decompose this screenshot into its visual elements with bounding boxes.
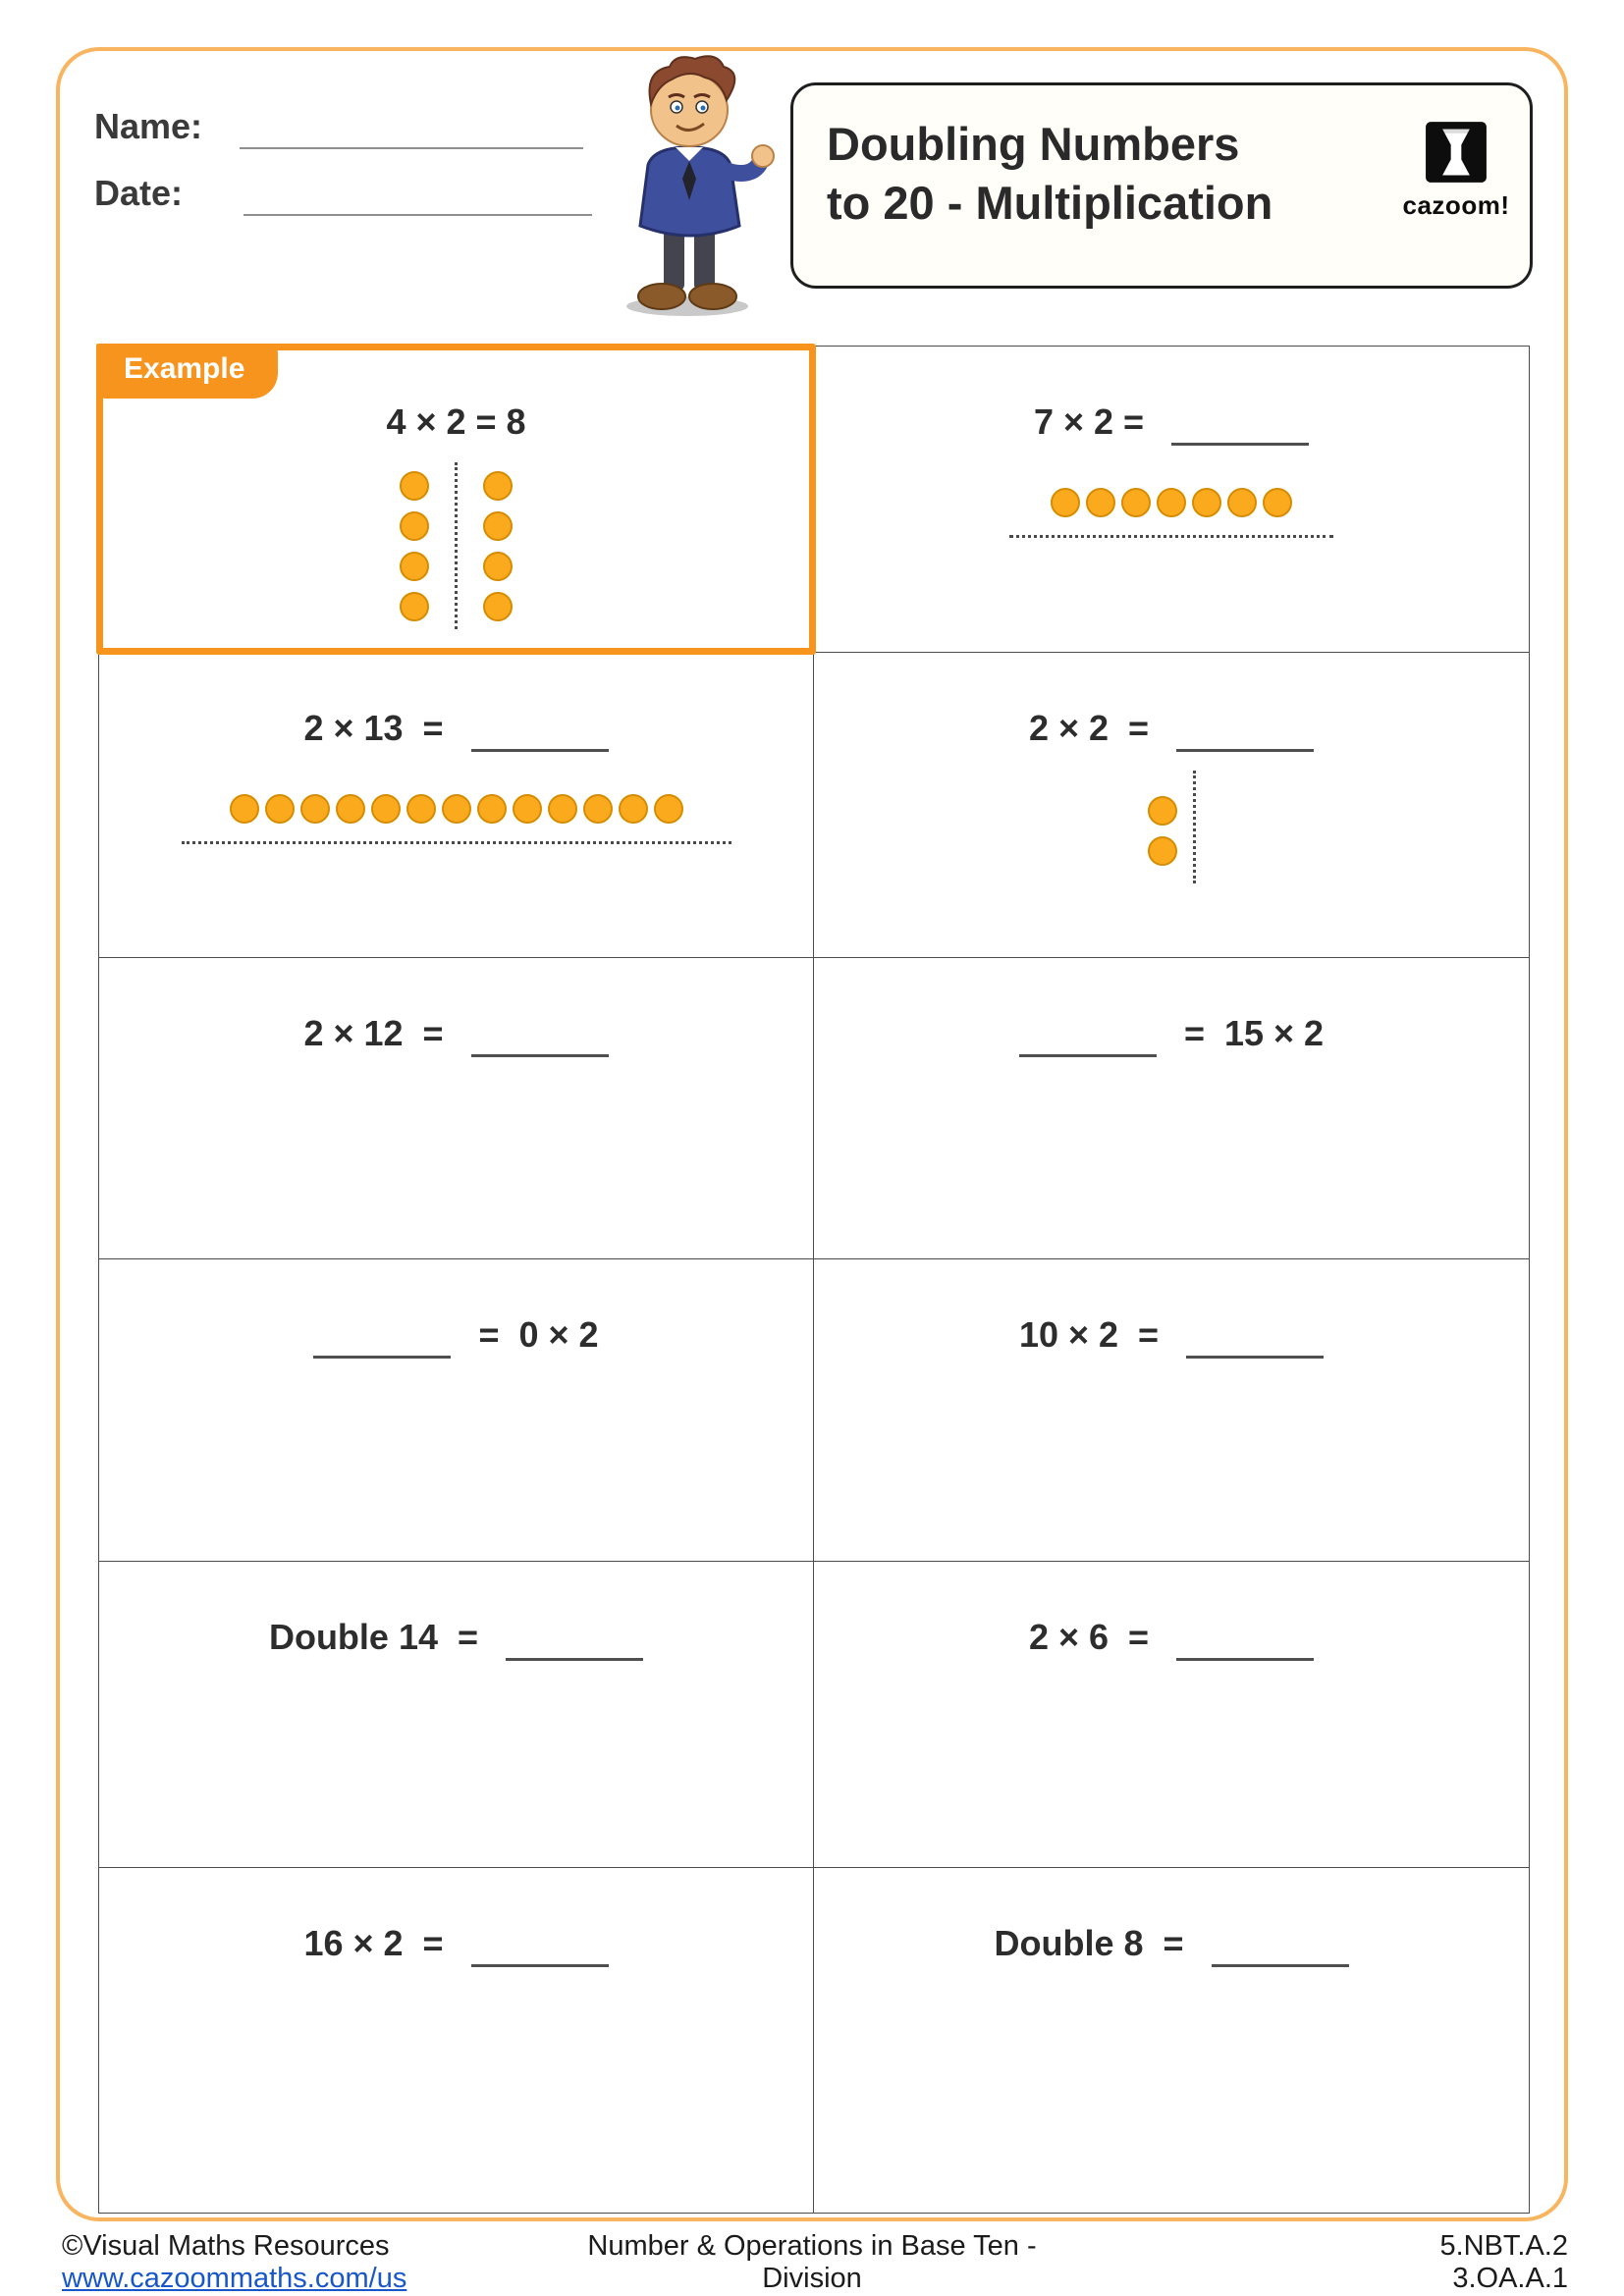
counter-dot bbox=[513, 794, 542, 824]
answer-blank[interactable] bbox=[313, 1356, 451, 1359]
date-input-line[interactable] bbox=[244, 214, 592, 216]
problem-cell-16x2 bbox=[99, 1868, 814, 2213]
counter-dot bbox=[1263, 488, 1292, 517]
problem-cell-15x2 bbox=[814, 958, 1529, 1259]
counter-dot bbox=[483, 511, 513, 541]
counter-dot bbox=[548, 794, 577, 824]
equation-text: = 15 × 2 bbox=[1183, 1013, 1325, 1053]
equation-15x2 bbox=[1019, 1013, 1324, 1054]
footer-standards bbox=[1439, 2230, 1568, 2295]
equation-double8 bbox=[994, 1923, 1348, 1964]
mirror-line-horizontal bbox=[182, 841, 731, 844]
title-line-1: Doubling Numbers bbox=[827, 118, 1240, 170]
answer-blank[interactable] bbox=[471, 1054, 609, 1057]
equation-text: 7 × 2 = bbox=[1033, 401, 1145, 442]
standard-code-2: 3.OA.A.1 bbox=[1452, 2263, 1568, 2294]
counter-dot bbox=[654, 794, 683, 824]
cazoom-logo-icon bbox=[1425, 121, 1488, 184]
name-input-line[interactable] bbox=[240, 147, 583, 149]
counter-dot bbox=[442, 794, 471, 824]
problem-cell-10x2 bbox=[814, 1259, 1529, 1562]
counter-dot bbox=[400, 471, 429, 501]
counter-dot bbox=[400, 552, 429, 581]
counter-dot bbox=[336, 794, 365, 824]
equation-7x2 bbox=[1034, 401, 1309, 443]
equation-text: 2 × 13 = bbox=[303, 708, 444, 748]
problem-cell-double14 bbox=[99, 1562, 814, 1868]
counter-dot bbox=[1148, 796, 1177, 826]
equation-2x6 bbox=[1029, 1617, 1314, 1658]
counter-dot bbox=[1121, 488, 1151, 517]
boy-character-illustration bbox=[601, 51, 787, 318]
answer-blank[interactable] bbox=[1171, 443, 1309, 446]
counter-dot bbox=[477, 794, 507, 824]
counter-dot bbox=[483, 552, 513, 581]
equation-0x2 bbox=[313, 1314, 598, 1356]
problem-cell-2x13 bbox=[99, 653, 814, 958]
equation-2x12 bbox=[303, 1013, 608, 1054]
equation-2x2 bbox=[1029, 708, 1314, 749]
mirror-line-vertical bbox=[1193, 771, 1196, 883]
problem-cell-2x2 bbox=[814, 653, 1529, 958]
counter-dot bbox=[619, 794, 648, 824]
equation-double14 bbox=[269, 1617, 643, 1658]
counter-dot bbox=[1148, 836, 1177, 866]
example-cell bbox=[99, 347, 814, 653]
counter-dot bbox=[1227, 488, 1257, 517]
mirror-line-horizontal bbox=[1009, 535, 1333, 538]
answer-blank[interactable] bbox=[1186, 1356, 1324, 1359]
counter-dot bbox=[1157, 488, 1186, 517]
answer-blank[interactable] bbox=[1176, 749, 1314, 752]
counter-dot bbox=[1086, 488, 1115, 517]
counter-dot bbox=[406, 794, 436, 824]
problem-cell-7x2 bbox=[814, 347, 1529, 653]
equation-text: 2 × 6 = bbox=[1028, 1617, 1150, 1657]
equation-text: = 0 × 2 bbox=[478, 1314, 599, 1355]
dots-diagram-row bbox=[182, 749, 731, 844]
mirror-line-vertical bbox=[455, 462, 458, 629]
counter-dot bbox=[400, 511, 429, 541]
cazoom-logo bbox=[1402, 121, 1510, 221]
counter-dot bbox=[583, 794, 613, 824]
counter-dot bbox=[371, 794, 401, 824]
website-link[interactable]: www.cazoommaths.com/us bbox=[62, 2263, 407, 2294]
equation-text: Double 14 = bbox=[268, 1617, 479, 1657]
equation-text: 10 × 2 = bbox=[1018, 1314, 1160, 1355]
counter-dot bbox=[230, 794, 259, 824]
answer-blank[interactable] bbox=[1019, 1054, 1157, 1057]
answer-blank[interactable] bbox=[1176, 1658, 1314, 1661]
equation-text: Double 8 = bbox=[994, 1923, 1184, 1963]
counter-dot bbox=[1192, 488, 1221, 517]
counter-dot bbox=[483, 471, 513, 501]
counter-dot bbox=[300, 794, 330, 824]
topic-line-1: Number & Operations in Base Ten - bbox=[587, 2230, 1037, 2262]
cazoom-logo-text: cazoom! bbox=[1402, 190, 1510, 220]
problems-grid bbox=[98, 346, 1530, 2214]
equation-16x2 bbox=[303, 1923, 608, 1964]
problem-cell-double8 bbox=[814, 1868, 1529, 2213]
name-label: Name: bbox=[94, 106, 203, 146]
dots-diagram-two-columns bbox=[400, 443, 513, 629]
dots-diagram-column bbox=[1148, 749, 1196, 883]
worksheet-title-box bbox=[790, 82, 1533, 289]
answer-blank[interactable] bbox=[471, 1964, 609, 1967]
counter-dot bbox=[1051, 488, 1080, 517]
counter-dot bbox=[483, 592, 513, 621]
footer-topic bbox=[0, 2230, 1624, 2295]
problem-cell-2x12 bbox=[99, 958, 814, 1259]
equation-text: 2 × 2 = bbox=[1028, 708, 1150, 748]
equation-text: 16 × 2 = bbox=[303, 1923, 444, 1963]
problem-cell-0x2 bbox=[99, 1259, 814, 1562]
copyright-text: ©Visual Maths Resources bbox=[62, 2230, 390, 2262]
equation-2x13 bbox=[303, 708, 608, 749]
equation-text: 4 × 2 = 8 bbox=[386, 401, 526, 442]
answer-blank[interactable] bbox=[471, 749, 609, 752]
equation-text: 2 × 12 = bbox=[303, 1013, 444, 1053]
date-label: Date: bbox=[94, 173, 184, 213]
topic-line-2: Division bbox=[762, 2263, 862, 2294]
answer-blank[interactable] bbox=[1212, 1964, 1349, 1967]
problem-cell-2x6 bbox=[814, 1562, 1529, 1868]
worksheet-title bbox=[827, 115, 1272, 233]
counter-dot bbox=[265, 794, 295, 824]
example-tab: Example bbox=[96, 344, 278, 399]
counter-dot bbox=[400, 592, 429, 621]
equation-10x2 bbox=[1019, 1314, 1324, 1356]
title-line-2: to 20 - Multiplication bbox=[827, 177, 1273, 230]
answer-blank[interactable] bbox=[506, 1658, 643, 1661]
equation-example bbox=[386, 401, 525, 443]
standard-code-1: 5.NBT.A.2 bbox=[1439, 2230, 1568, 2262]
dots-diagram-row bbox=[1009, 443, 1333, 538]
